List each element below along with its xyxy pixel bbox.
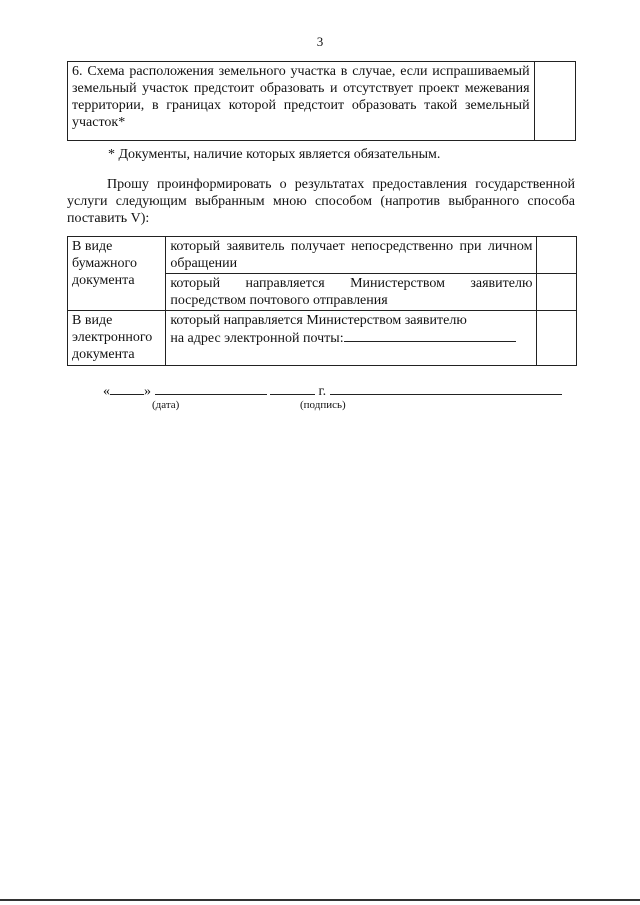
- paper-postal-option: который направляется Министерством заявителю посредством почтового отправления: [166, 274, 537, 311]
- delivery-methods-table: [67, 236, 577, 366]
- electronic-document-label: В виде электронного документа: [68, 311, 166, 366]
- page-bottom-edge: [0, 899, 640, 901]
- date-caption: (дата): [152, 399, 180, 411]
- page-number: 3: [316, 34, 324, 49]
- signature-field[interactable]: [330, 382, 562, 395]
- electronic-option-line1: который направляется Министерством заявителю: [170, 313, 467, 328]
- paper-postal-checkbox-cell[interactable]: [537, 274, 577, 311]
- year-field[interactable]: [270, 382, 315, 395]
- email-address-field[interactable]: [344, 329, 516, 342]
- open-quote: «: [103, 384, 110, 399]
- document-item-6-table: [67, 61, 576, 141]
- paper-in-person-checkbox-cell[interactable]: [537, 237, 577, 274]
- month-field[interactable]: [155, 382, 267, 395]
- paper-document-label: В виде бумажного документа: [68, 237, 166, 311]
- document-item-6-checkbox-cell[interactable]: [534, 62, 575, 141]
- document-item-6-text: 6. Схема расположения земельного участка в случае, если испрашиваемый земельный участок предстоит образовать и отсутствует проект межевания территории, в границах которой предстоит образовать такой земельный участок*: [68, 62, 535, 141]
- electronic-option-line2: на адрес электронной почты:: [170, 331, 344, 346]
- day-field[interactable]: [110, 382, 144, 395]
- signature-caption: (подпись): [300, 399, 346, 411]
- year-suffix: г.: [318, 384, 327, 399]
- paper-in-person-option: который заявитель получает непосредственно при личном обращении: [166, 237, 537, 274]
- close-quote: »: [144, 384, 151, 399]
- electronic-email-checkbox-cell[interactable]: [537, 311, 577, 366]
- signature-line: [103, 382, 562, 400]
- mandatory-documents-footnote: * Документы, наличие которых является обязательным.: [108, 147, 441, 162]
- electronic-email-option: [166, 311, 537, 366]
- notification-request-paragraph: Прошу проинформировать о результатах предоставления государственной услуги следующим выбранным мною способом (напротив выбранного способа поставить V):: [67, 177, 575, 226]
